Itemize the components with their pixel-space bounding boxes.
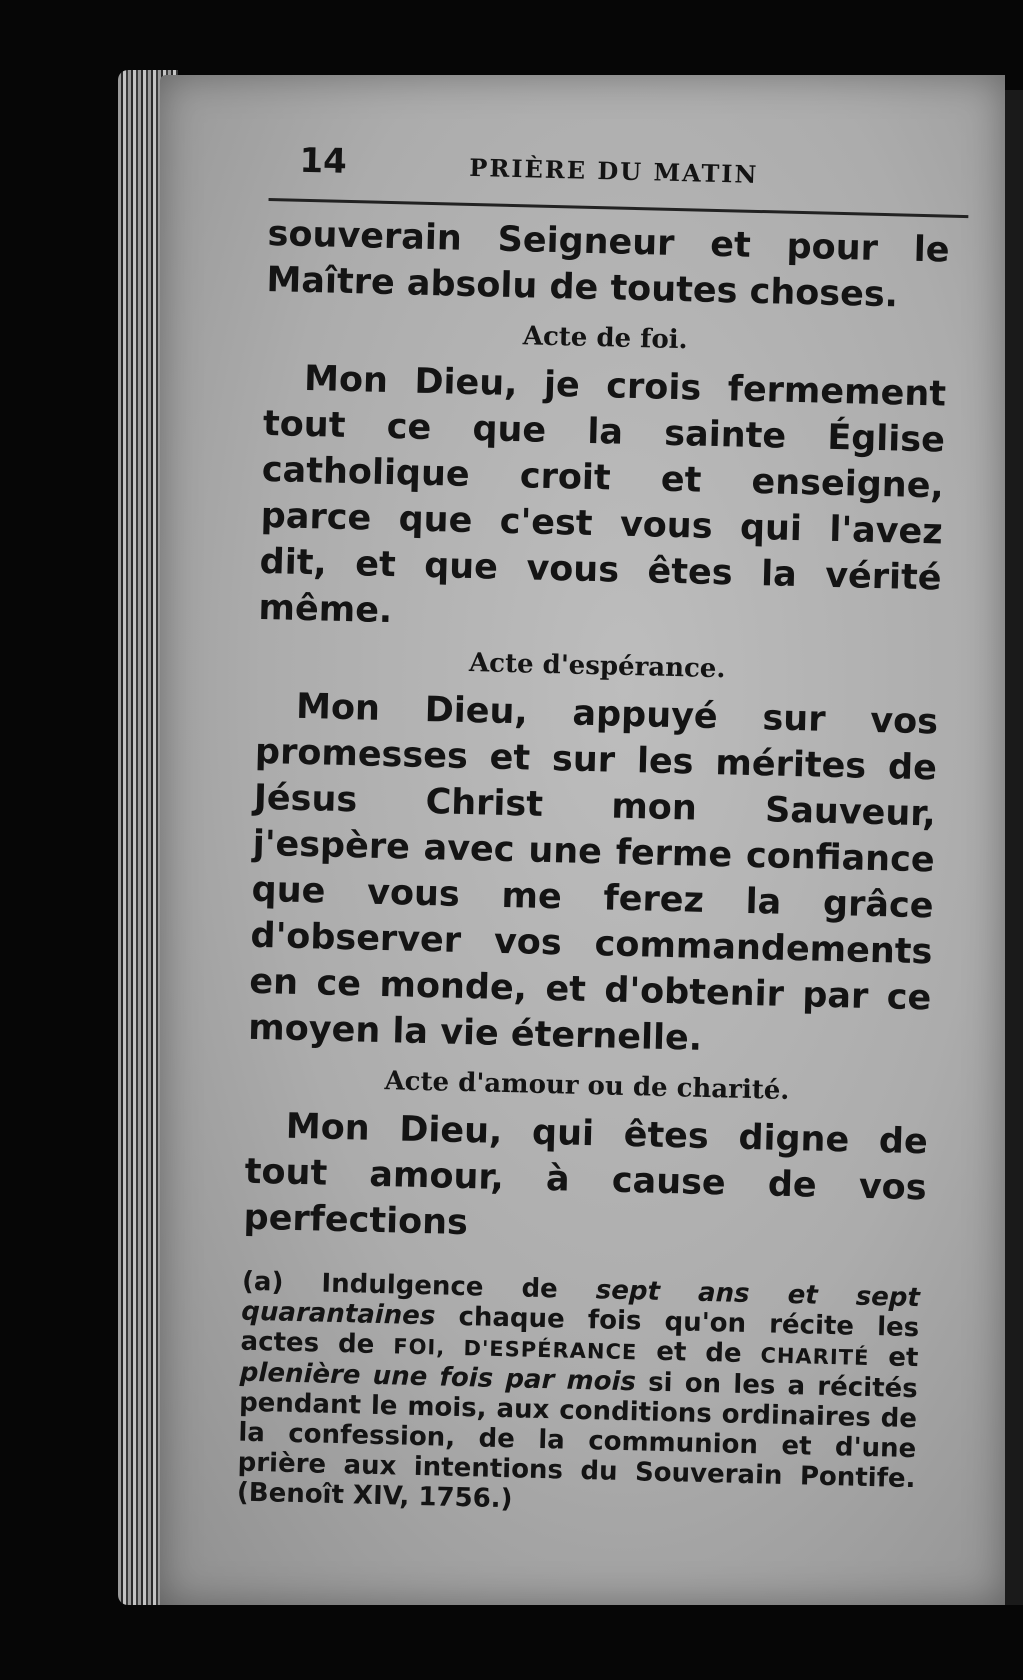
page-number: 14 [299,140,348,182]
heading-acte-amour: Acte d'amour ou de charité. [384,1066,790,1106]
paragraph-acte-amour: Mon Dieu, qui êtes digne de tout amour, à cause de vos perfections [243,1106,929,1244]
footnote-text-2: chaque fois qu'on récite les actes de [240,1301,920,1360]
footnote-text-4: et [888,1342,919,1374]
footnote-italic-1: sept ans et sept quarantaines [240,1275,921,1332]
paragraph-acte-de-foi: Mon Dieu, je crois fermement tout ce que la sainte Église catholique croit et enseigne, parce que c'est vous qui l'avez dit, et que vous êtes la vérité même. [258,358,947,632]
footnote-text-5: si on les a récités pendant le mois, aux conditions ordinaires de la confession, de la communion et d'une prière aux intentions du Souverain Pontife. (Benoît XIV, 1756.) [236,1367,919,1515]
footnote-marker: (a) [241,1266,284,1298]
footnote-smallcaps-1: FOI, D'ESPÉRANCE [392,1334,638,1365]
footnote [237,1267,943,1525]
footnote-text-3: et de [655,1336,742,1369]
footnote-smallcaps-2: CHARITÉ [760,1343,870,1371]
opening-paragraph: souverain Seigneur et pour le Maître absolu de toutes choses. [266,213,950,316]
book-binding-shadow [1005,90,1023,1605]
heading-acte-de-foi: Acte de foi. [522,321,689,356]
paragraph-acte-esperance: Mon Dieu, appuyé sur vos promesses et sur les mérites de Jésus Christ mon Sauveur, j'espère avec une ferme confiance que vous me ferez la grâce d'observer vos commandements en ce monde, et d'obtenir par ce moyen la vie éternelle. [247,686,939,1059]
footnote-text-1: Indulgence de [321,1268,559,1305]
footnote-italic-2: plenière une fois par mois [239,1357,637,1398]
page-content [237,140,970,1525]
heading-acte-esperance: Acte d'espérance. [468,648,726,685]
running-title: PRIÈRE DU MATIN [469,152,759,189]
